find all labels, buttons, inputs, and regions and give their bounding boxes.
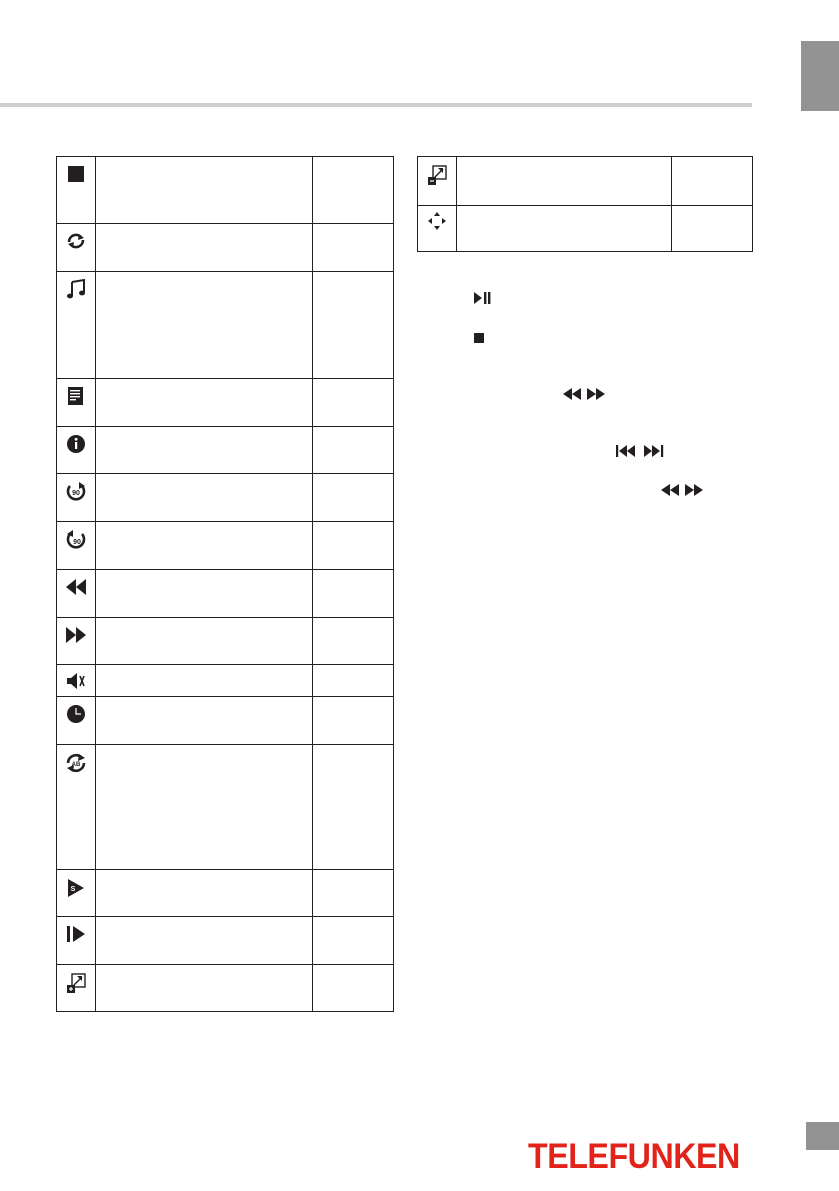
table-row xyxy=(57,378,393,427)
table-row xyxy=(57,223,393,272)
rewind-icon xyxy=(65,576,87,598)
rotate-right-90-icon xyxy=(65,528,87,550)
repeat-icon xyxy=(65,230,87,252)
fast-forward-icon xyxy=(65,624,87,646)
page-number-tab xyxy=(806,1122,839,1150)
step-play-icon xyxy=(65,923,87,945)
rewind-fast-forward-icon xyxy=(562,387,606,401)
table-row xyxy=(57,569,393,618)
music-note-icon xyxy=(65,278,87,300)
info-icon xyxy=(65,433,87,455)
section-tab xyxy=(801,41,839,111)
table-row xyxy=(57,696,393,745)
play-pause-icon xyxy=(473,291,493,305)
skip-previous-next-icon xyxy=(615,444,667,458)
table-row xyxy=(57,157,393,223)
svg-text:S: S xyxy=(70,886,76,893)
table-row xyxy=(418,157,752,205)
table-row xyxy=(57,744,393,870)
stop-icon xyxy=(65,164,87,186)
mute-icon xyxy=(65,670,87,692)
zoom-in-icon xyxy=(65,972,87,994)
clock-icon xyxy=(65,703,87,725)
rewind-fast-forward-icon xyxy=(660,483,704,497)
document-icon xyxy=(65,385,87,407)
table-row xyxy=(418,205,752,254)
table-row xyxy=(57,916,393,965)
svg-text:90: 90 xyxy=(72,490,80,497)
table-row xyxy=(57,271,393,379)
table-row xyxy=(57,869,393,917)
slow-play-icon xyxy=(65,877,87,899)
left-function-table xyxy=(56,156,394,1012)
repeat-ab-icon xyxy=(65,752,87,774)
table-row xyxy=(57,521,393,570)
zoom-out-icon xyxy=(426,164,448,186)
table-row xyxy=(57,617,393,665)
table-row xyxy=(57,964,393,1014)
table-row xyxy=(57,473,393,522)
table-row xyxy=(57,664,393,697)
right-function-table xyxy=(417,156,753,252)
svg-text:AB: AB xyxy=(71,762,81,768)
svg-text:90: 90 xyxy=(73,539,81,546)
stop-icon xyxy=(473,331,485,345)
header-rule xyxy=(0,103,752,107)
move-arrows-icon xyxy=(426,210,448,232)
telefunken-logo: TELEFUNKEN xyxy=(528,1137,740,1176)
table-row xyxy=(57,426,393,474)
rotate-left-90-icon xyxy=(65,480,87,502)
